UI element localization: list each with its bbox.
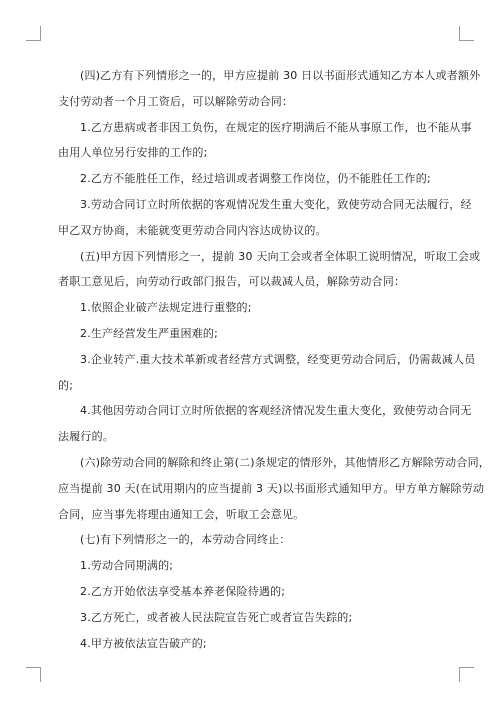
paragraph-line: 2.生产经营发生严重困难的; — [80, 326, 219, 340]
paragraph-line: 甲乙双方协商，未能就变更劳动合同内容达成协议的。 — [58, 223, 327, 237]
paragraph-line: 2.乙方不能胜任工作，经过培训或者调整工作岗位，仍不能胜任工作的; — [80, 172, 431, 186]
paragraph — [58, 192, 472, 244]
crop-mark-bottom-left — [26, 667, 41, 682]
paragraph — [58, 527, 448, 553]
paragraph-line: 4.其他因劳动合同订立时所依据的客观经济情况发生重大变化，致使劳动合同无 — [80, 404, 472, 418]
paragraph — [58, 579, 448, 605]
paragraph — [58, 295, 448, 321]
paragraph-line: 3.乙方死亡，或者被人民法院宣告死亡或者宣告失踪的; — [80, 610, 353, 624]
paragraph-line: (四)乙方有下列情形之一的，甲方应提前 30 日以书面形式通知乙方本人或者额外 — [80, 69, 481, 82]
paragraph-line: 合同，应当事先将理由通知工会，听取工会意见。 — [58, 507, 305, 521]
crop-mark-top-left — [26, 26, 41, 41]
paragraph-line: 者职工意见后，向劳动行政部门报告，可以裁减人员，解除劳动合同： — [58, 275, 406, 289]
paragraph — [58, 244, 481, 296]
paragraph-line: 1.劳动合同期满的; — [80, 559, 174, 573]
paragraph-line: 由用人单位另行安排的工作的; — [58, 146, 208, 160]
paragraph-line: 3.企业转产.重大技术革新或者经营方式调整，经变更劳动合同后，仍需裁减人员 — [80, 352, 476, 366]
paragraph-line: 2.乙方开始依法享受基本养老保险待遇的; — [80, 584, 286, 598]
paragraph — [58, 553, 448, 579]
paragraph-line: (五)甲方因下列情形之一，提前 30 天向工会或者全体职工说明情况，听取工会或 — [80, 249, 481, 263]
document-body — [58, 63, 490, 656]
paragraph — [58, 166, 448, 192]
paragraph — [58, 115, 472, 167]
paragraph-line: (七)有下列情形之一的，本劳动合同终止： — [80, 533, 291, 547]
paragraph — [58, 450, 490, 527]
crop-mark-bottom-right — [459, 667, 474, 682]
paragraph-line: 的; — [58, 378, 74, 392]
paragraph — [58, 63, 481, 115]
paragraph — [58, 605, 448, 631]
paragraph-line: 应当提前 30 天(在试用期内的应当提前 3 天)以书面形式通知甲方。甲方单方解除劳动 — [58, 481, 485, 495]
paragraph — [58, 398, 472, 450]
paragraph — [58, 321, 448, 347]
paragraph-line: 1.依照企业破产法规定进行重整的; — [80, 301, 252, 315]
paragraph-line: (六)除劳动合同的解除和终止第(二)条规定的情形外，其他情形乙方解除劳动合同， — [80, 455, 490, 469]
paragraph-line: 支付劳动者一个月工资后，可以解除劳动合同： — [58, 94, 294, 108]
paragraph — [58, 347, 476, 399]
paragraph-line: 法履行的。 — [58, 430, 114, 444]
paragraph-line: 1.乙方患病或者非因工负伤，在规定的医疗期满后不能从事原工作，也不能从事 — [80, 120, 472, 134]
crop-mark-top-right — [459, 26, 474, 41]
paragraph — [58, 631, 448, 657]
paragraph-line: 4.甲方被依法宣告破产的; — [80, 636, 207, 650]
paragraph-line: 3.劳动合同订立时所依据的客观情况发生重大变化，致使劳动合同无法履行，经 — [80, 197, 472, 211]
